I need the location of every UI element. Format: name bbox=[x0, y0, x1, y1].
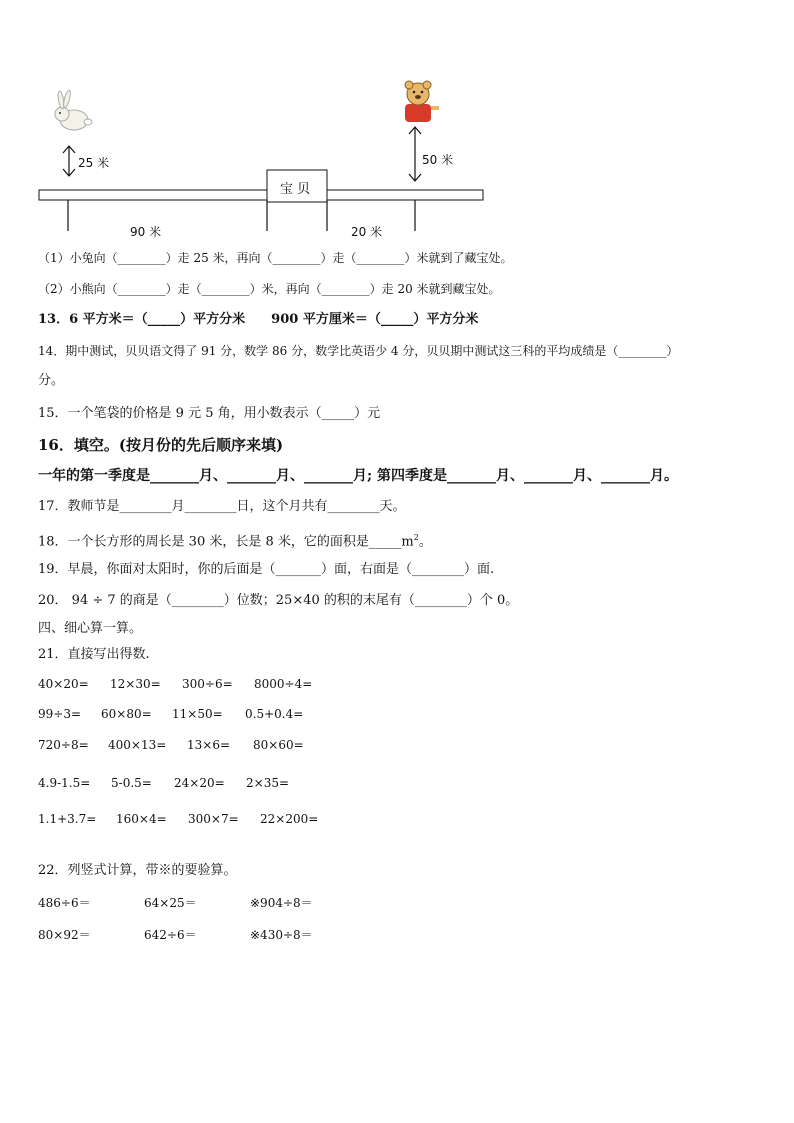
q12-part1: （1）小兔向（________）走 25 米，再向（________）走（________）米就到了藏宝处。 bbox=[38, 251, 513, 265]
q22-item: 642÷6＝ bbox=[144, 928, 197, 942]
q18-text: 18．一个长方形的周长是 30 米，长是 8 米，它的面积是_____m bbox=[38, 534, 414, 550]
left-distance-label: 90 米 bbox=[130, 225, 162, 239]
q21-item: 400×13= bbox=[108, 738, 167, 752]
rabbit-distance-arrow bbox=[63, 146, 75, 176]
q21-item: 300×7= bbox=[188, 812, 239, 826]
q21-item: 60×80= bbox=[101, 707, 152, 721]
q21-item: 0.5+0.4= bbox=[245, 707, 304, 721]
q21-item: 99÷3= bbox=[38, 707, 82, 721]
q14-line2: 分。 bbox=[38, 373, 65, 388]
q21-item: 8000÷4= bbox=[254, 677, 313, 691]
bear-icon bbox=[405, 81, 439, 122]
q21-item: 12×30= bbox=[110, 677, 161, 691]
q22-title: 22．列竖式计算，带※的要验算。 bbox=[38, 863, 237, 878]
treasure-label: 宝 贝 bbox=[280, 182, 311, 197]
rabbit-distance-label: 25 米 bbox=[78, 156, 110, 170]
q14-line1: 14．期中测试，贝贝语文得了 91 分，数学 86 分，数学比英语少 4 分，贝贝期中测试这三科的平均成绩是（________） bbox=[38, 344, 679, 358]
q21-item: 22×200= bbox=[260, 812, 319, 826]
section4-heading: 四、细心算一算。 bbox=[38, 621, 143, 636]
q21-title: 21．直接写出得数. bbox=[38, 647, 150, 662]
q17: 17．教师节是________月________日，这个月共有________天。 bbox=[38, 499, 406, 514]
q13: 13．6 平方米＝（_____）平方分米 900 平方厘米＝（_____）平方分米 bbox=[38, 312, 479, 327]
q22-item: 80×92＝ bbox=[38, 928, 91, 942]
q21-item: 1.1+3.7= bbox=[38, 812, 97, 826]
q12-part2: （2）小熊向（________）走（________）米，再向（________）走 20 米就到藏宝处。 bbox=[38, 282, 501, 296]
q21-item: 5-0.5= bbox=[111, 776, 152, 790]
treasure-diagram bbox=[30, 80, 500, 245]
q21-item: 13×6= bbox=[187, 738, 231, 752]
q22-item: 486÷6＝ bbox=[38, 896, 91, 910]
q22-item: ※904÷8＝ bbox=[250, 896, 313, 910]
q16-title: 16．填空。(按月份的先后顺序来填) bbox=[38, 436, 284, 454]
right-distance-label: 20 米 bbox=[351, 225, 383, 239]
q18-end: 。 bbox=[418, 534, 432, 550]
q21-item: 720÷8= bbox=[38, 738, 89, 752]
q22-item: 64×25＝ bbox=[144, 896, 197, 910]
q21-item: 4.9-1.5= bbox=[38, 776, 91, 790]
bear-distance-label: 50 米 bbox=[422, 153, 454, 167]
bear-distance-arrow bbox=[409, 127, 421, 181]
q19: 19．早晨，你面对太阳时，你的后面是（_______）面，右面是（________）面. bbox=[38, 562, 495, 577]
rabbit-icon bbox=[55, 90, 92, 130]
q21-item: 160×4= bbox=[116, 812, 167, 826]
q21-item: 80×60= bbox=[253, 738, 304, 752]
q21-item: 2×35= bbox=[246, 776, 290, 790]
road-bar bbox=[39, 190, 483, 200]
q21-item: 24×20= bbox=[174, 776, 225, 790]
q18-sup: 2 bbox=[413, 533, 419, 542]
q15: 15．一个笔袋的价格是 9 元 5 角，用小数表示（_____）元 bbox=[38, 406, 381, 421]
q16-text: 一年的第一季度是_______月、_______月、_______月; 第四季度是_______月、_______月、_______月。 bbox=[38, 468, 679, 484]
q21-item: 40×20= bbox=[38, 677, 89, 691]
q18 bbox=[38, 529, 432, 551]
q21-item: 300÷6= bbox=[182, 677, 233, 691]
q22-item: ※430÷8＝ bbox=[250, 928, 313, 942]
q20: 20． 94 ÷ 7 的商是（________）位数；25×40 的积的末尾有（________）个 0。 bbox=[38, 593, 519, 608]
q21-item: 11×50= bbox=[172, 707, 223, 721]
